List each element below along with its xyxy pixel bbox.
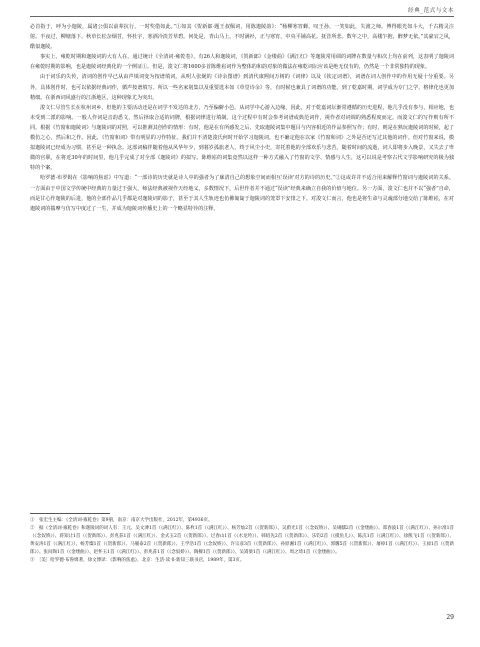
footnote: ③ ［美］哈罗德·布鲁姆著，徐文博译：《影响的焦虑》，北京：生活·读书·新知三联书店，1989年，第3页。 bbox=[30, 557, 245, 563]
footnote: ② 据《全清词·雍乾卷》和迦陵词的词人有：王元、吴文溥1首（《满江红》）、陈枚1首（《满江红》）、杨芳灿2首（《贺新郎》）、吴蔚光1首（《念奴娇》）、吴锡麒2首（《金缕曲》）、郑春波1首（《满江红》）、孙尔准1首（《念奴娇》）、蒋知让1首（《贺新郎》）、彭兆荪1首（《满江红》）、金式玉2首（《贺新郎》）、过春山1首（《水龙吟》）、韩绍先2首（《贺新郎》）、乐钧2首（《摸鱼儿》）、陈沆1首（《满江红》）、徐熊飞1首（《贺新郎》）、黄安涛1首（《满江红》）、杨芳燦1首（《贺新郎》）、马履泰2首（《贺新郎》）、王学浩1首（《念奴娇》）、许宗彦3首（《贺新郎》）、孙原湘1首（《满江红》）、郭麐5首（《贺新郎》）、屠倬1首（《满江红》）、王昶1首（《贺新郎》）、张问陶1首（《金缕曲》）、赵怀玉1首（《满江红》）、彭兆荪1首（《念奴娇》）、陶樑1首（《贺新郎》）、吴嵩梁1首（《满江红》）、周之琦1首（《金缕曲》）。 bbox=[30, 525, 455, 555]
footnote: ① 张宏生主编：《全清词·雍乾卷》第9册，南京：南京大学出版社，2012年，第4936页。 bbox=[30, 518, 213, 523]
page-number: 29 bbox=[446, 614, 454, 621]
paragraph: 由于词乐的失传，清词的创作早已从由声填词变为按谱填词。从明人张綖的《诗余图谱》到清代康熙间万树的《词律》以及《钦定词谱》，词谱在词人创作中的作用无疑十分重要。另外，具体创作时，也可以依据经典词作，循声按谱填写。所以一些名家别集以及重要选本如《草堂诗余》等，有时候也兼具了词谱的功能。到了乾嘉时期，词学成为专门之学，格律化也更加精细。在浙西词风盛行的江浙地区，这种现象尤为突出。 bbox=[30, 74, 454, 101]
paragraph: 浚文仁尽管生长在杭州词乡，但他的主要活动还是在词学不发达的北方，乃至偏僻小邑。从词学中心游入边缘，因此，对于乾嘉词坛渐常遵循的历史进程，他几乎没有参与，相应地，也未受到二派的影响。一般人作词是音韵悉文，然后择取合适的词牌，根据词律进行填制。这个过程中有时会参考词谱或典范词作，视作者对词调的熟悉程度而定。而浚文仁的写作则有所不同。根据《竹窗和迦陵词》与迦陵词的对照，可以推测其创作的情形：有时，他是在有所感发之后，先取迦陵词集中题目与内容相近的作品参照写作；有时，则是在熟玩迦陵词的时候，起了模仿之心，然后和之作。因此，《竹窗和词》带有明显的习作特征。我们并不清楚浚氏何时开始学习迦陵词，也不确定他在以家《竹窗和词》之外是否还写过其他的词作。但对竹窗来说，模拟迦陵词已经成为习惯，甚至是一种执念。这部词稿伴随着他从风华年少，到暮岁孤旅老人，终于风尘小史，寄托着他的全部欢乐与悲苦。随着时间的流逝，词人即将步入晚景，又失去了卑微的官职，在将近30年的时间里，他几乎完成了对全部《迦陵词》的拟写。陈维崧的词集竟然以这样一种方式融入了竹窗的文学、情感与人生，这可以说是考察古代文学影响研究的极为独特的个案。 bbox=[30, 104, 454, 172]
footnote-rule bbox=[30, 513, 110, 514]
running-header: 经典_范式与文本 bbox=[408, 8, 454, 14]
paragraph: 事实上，雍乾时期和迦陵词的大有人在。通过统计《全清词·雍乾卷》，有26人和迦陵词，《贺新郎》《金缕曲》《满江红》等迦陵常用调的词牌在数量与和次上均在前列，这表明了迦陵词在雍乾时期的影响，也是迦陵词经典化的一个例证①。但是，浚文仁将1600多首陈维崧词作为整体的和韵对象的做法在雍乾词坛应该是绝无仅有的，仍然是一个非常独特的现象。 bbox=[30, 54, 454, 71]
main-text bbox=[30, 22, 454, 214]
paragraph: 哈罗德·布罗姆在《影响的焦虑》中写道：“一部诗的历史就是诗人中的强者为了廓清自己的想象空间而相互'误读'对方的诗的历史。”②这或许并不适合用来解释竹窗词与迦陵词的关系。一方面由于中国文学传统中经典的力量过于强大，师法经典被视作天经地义，多数情况下，后世作者并不通过“误读”经典来确立自我的价值与地位。另一方面，浚文仁也并不以“强者”自命，而是甘心作迦陵的后进，他的全部作品几乎都是对迦陵词的影子，甚至于其人生轨迹也仿佛匍匐于迦陵词的笼罩下安排之下。对浚文仁而言，他也是将生命与灵魂部分地交给了陈维崧，在对迦陵词的揣摩与仿写中度过了一生，并成为迦陵词传播史上的一个略显特异的注释。 bbox=[30, 175, 454, 212]
footnotes bbox=[30, 517, 454, 564]
paragraph: 必首指于，呼为小迦陵，属诸公俱以前辈抗行，一时奖借如此。”①如其《贺新郎·题王叔佩词，用陈迦陵韵》：“杨柳寒宵蝉。叹王孙，一笑如此，失渡之师。博得眼光如斗大，千古精灵注射。半夜过，柳塘落下。秋草长松杂烟苕，怀杜宇，寒酒冷淡芳草碧。何处是，青山马上。不时满衫，正与寒宵，中央平铺高花。抚昔所悲。数年之中，高楼乍抱，醉梦无依。”其豪宕之风，酷似迦陵。 bbox=[30, 24, 454, 51]
header-rule bbox=[30, 16, 454, 17]
